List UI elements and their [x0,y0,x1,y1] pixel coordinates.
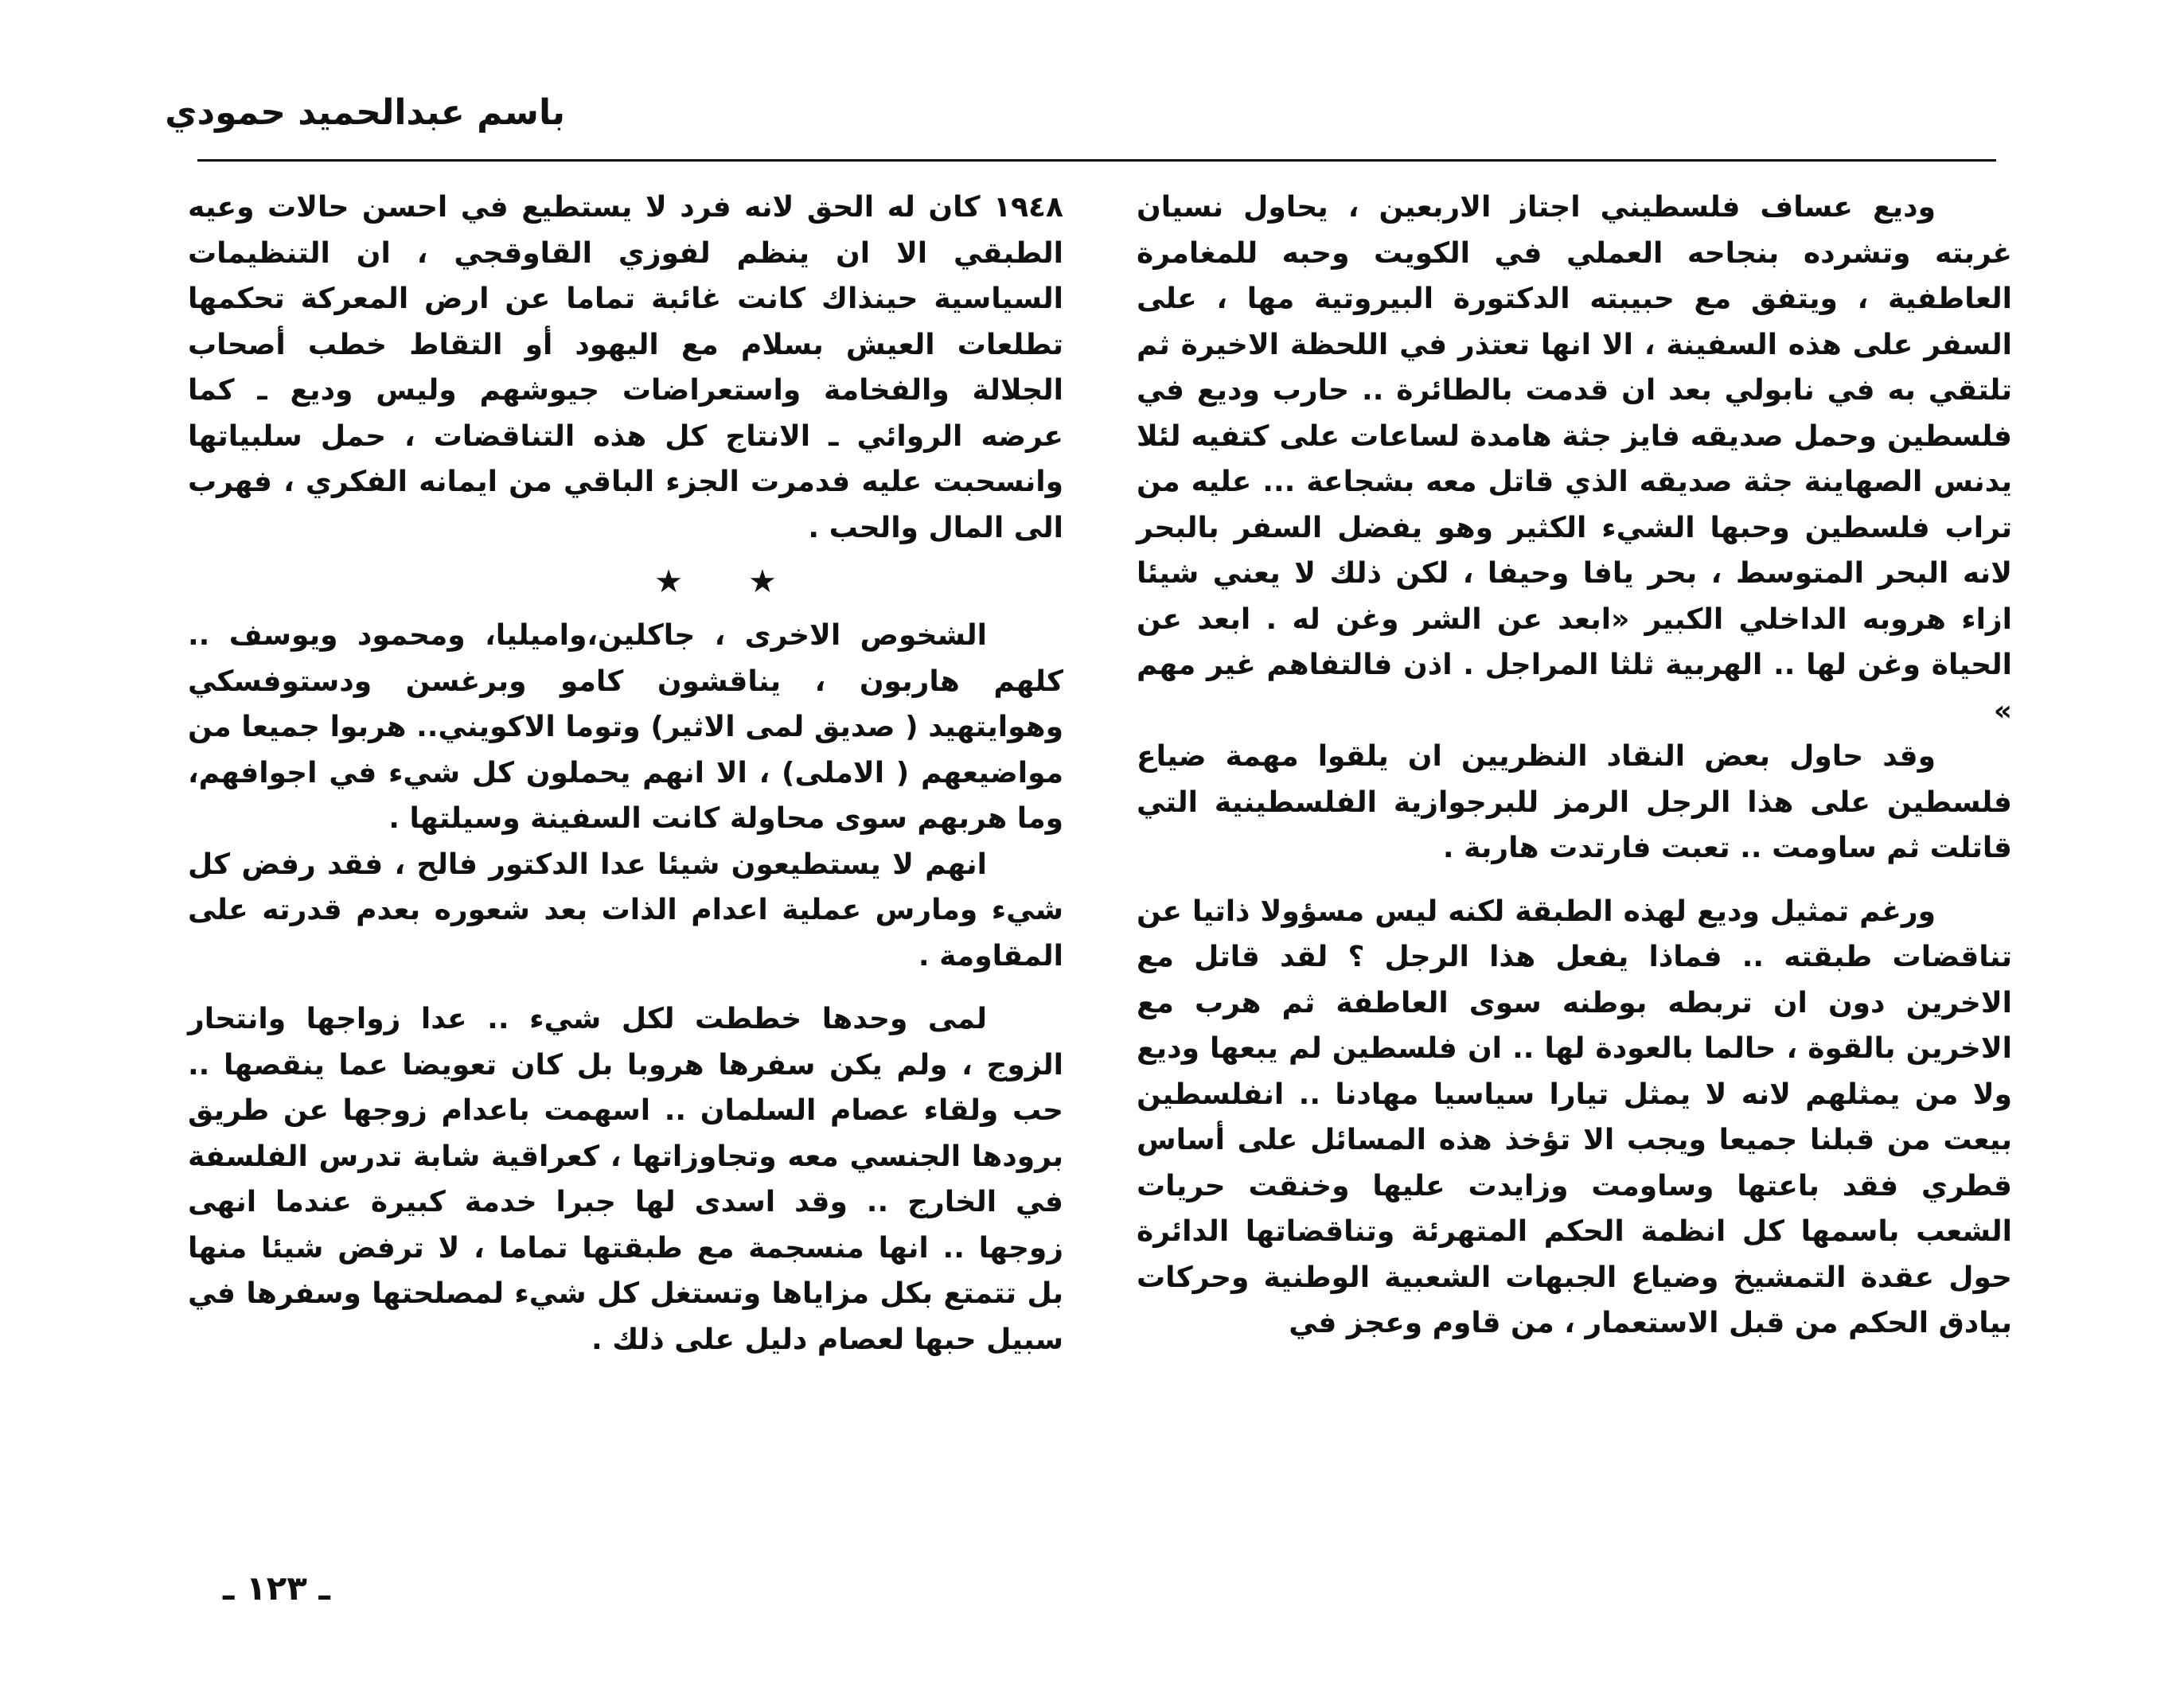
paragraph-gap [1137,871,2012,889]
header-rule [197,159,1996,162]
paragraph: ورغم تمثيل وديع لهذه الطبقة لكنه ليس مسؤولا ذاتيا عن تناقضات طبقته .. فماذا يفعل هذا الرجل ؟ لقد قاتل مع الاخرين دون ان تربطه بوطنه سوى العاطفة ثم هرب مع الاخرين بالقوة ، حالما بالعودة لها .. ان فلسطين لم يبعها وديع ولا من يمثلهم لانه لا يمثل تيارا سياسيا مهادنا .. انفلسطين بيعت من قبلنا جميعا ويجب الا تؤخذ هذه المسائل على أساس قطري فقد باعتها وساومت وزايدت عليها وخنقت حريات الشعب باسمها كل انظمة الحكم المتهرئة وتناقضاتها الدائرة حول عقدة التمشيخ وضياع الجبهات الشعبية الوطنية وحركات بيادق الحكم من قبل الاستعمار ، من قاوم وعجز في [1137,895,2012,1339]
paragraph-gap [188,979,1063,996]
left-column [188,185,1063,1362]
paragraph: وديع عساف فلسطيني اجتاز الاربعين ، يحاول نسيان غربته وتشرده بنجاحه العملي في الكويت وحبه للمغامرة العاطفية ، ويتفق مع حبيبته الدكتورة البيروتية مها ، على السفر على هذه السفينة ، الا انها تعتذر في اللحظة الاخيرة ثم تلتقي به في نابولي بعد ان قدمت بالطائرة .. حارب وديع في فلسطين وحمل صديقه فايز جثة هامدة لساعات على كتفيه لئلا يدنس الصهاينة جثة صديقه الذي قاتل معه بشجاعة ... عليه من تراب فلسطين وحبها الشيء الكثير وهو يفضل السفر بالبحر لانه البحر المتوسط ، بحر يافا وحيفا ، لكن ذلك لا يعني شيئا ازاء هروبه الداخلي الكبير «ابعد عن الشر وغن له . ابعد عن الحياة وغن لها .. الهربية ثلثا المراجل . اذن فالتفاهم غير مهم » [1137,191,2012,727]
paragraph: لمى وحدها خططت لكل شيء .. عدا زواجها وانتحار الزوج ، ولم يكن سفرها هروبا بل كان تعويضا عما ينقصها .. حب ولقاء عصام السلمان .. اسهمت باعدام زوجها عن طريق برودها الجنسي معه وتجاوزاتها ، كعراقية شابة تدرس الفلسفة في الخارج .. وقد اسدى لها جبرا خدمة كبيرة عندما انهى زوجها .. انها منسجمة مع طبقتها تماما ، لا ترفض شيئا منها بل تتمتع بكل مزاياها وتستغل كل شيء لمصلحتها وسفرها في سبيل حبها لعصام دليل على ذلك . [188,1003,1063,1356]
section-break-stars: ★ ★ [654,563,804,600]
running-head-author: باسم عبدالحميد حمودي [165,92,565,133]
right-column [1137,185,2012,1347]
paragraph: ١٩٤٨ كان له الحق لانه فرد لا يستطيع في احسن حالات وعيه الطبقي الا ان ينظم لفوزي القاوقجي ، ان التنظيمات السياسية حينذاك كانت غائبة تماما عن ارض المعركة تحكمها تطلعات العيش بسلام مع اليهود أو التقاط خطب أصحاب الجلالة والفخامة واستعراضات جيوشهم وليس وديع ـ كما عرضه الروائي ـ الانتاج كل هذه التناقضات ، حمل سلبياتها وانسحبت عليه فدمرت الجزء الباقي من ايمانه الفكري ، فهرب الى المال والحب . [188,191,1063,544]
page-number: ـ ١٢٣ ـ [223,1569,330,1608]
paragraph: الشخوص الاخرى ، جاكلين،واميليا، ومحمود ويوسف .. كلهم هاربون ، يناقشون كامو وبرغسن ودستوفسكي وهوايتهيد ( صديق لمى الاثير) وتوما الاكويني.. هربوا جميعا من مواضيعهم ( الاملى) ، الا انهم يحملون كل شيء في اجوافهم، وما هربهم سوى محاولة كانت السفينة وسيلتها . [188,619,1063,835]
paragraph: وقد حاول بعض النقاد النظريين ان يلقوا مهمة ضياع فلسطين على هذا الرجل الرمز للبرجوازية الفلسطينية التي قاتلت ثم ساومت .. تعبت فارتدت هاربة . [1137,740,2012,864]
paragraph: انهم لا يستطيعون شيئا عدا الدكتور فالح ، فقد رفض كل شيء ومارس عملية اعدام الذات بعد شعوره بعدم قدرته على المقاومة . [188,848,1063,973]
